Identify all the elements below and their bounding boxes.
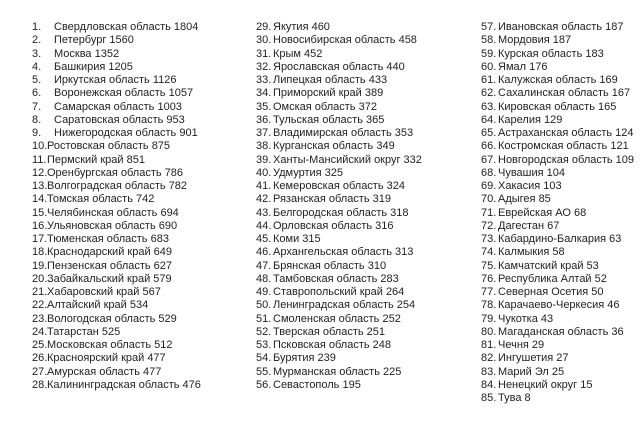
region-label: Псковская область 248 xyxy=(273,339,392,351)
rank-number: 73. xyxy=(481,233,497,245)
list-item xyxy=(256,140,422,153)
region-label: Рязанская область 319 xyxy=(273,193,391,206)
region-label: Севастополь 195 xyxy=(273,378,361,391)
list-item xyxy=(481,379,634,392)
rank-number: 59. xyxy=(481,47,497,60)
region-label: Тамбовская область 283 xyxy=(273,272,399,285)
rank-number: 38. xyxy=(256,140,272,153)
list-item xyxy=(256,167,422,180)
list-item xyxy=(256,220,422,233)
rank-number: 35. xyxy=(256,100,272,113)
rank-number: 19. xyxy=(32,259,48,272)
rank-number: 11. xyxy=(32,153,47,166)
list-item xyxy=(256,74,422,87)
list-item xyxy=(32,220,201,233)
list-item xyxy=(481,74,634,87)
region-label: Хабаровский край 567 xyxy=(47,286,161,298)
region-label: Курская область 183 xyxy=(498,47,604,60)
region-label: Бурятия 239 xyxy=(273,352,336,365)
rank-number: 44. xyxy=(256,219,272,232)
region-label: Московская область 512 xyxy=(47,339,173,351)
region-label: Ставропольский край 264 xyxy=(273,286,405,298)
list-item xyxy=(32,273,201,286)
region-label: Орловская область 316 xyxy=(273,219,394,232)
region-label: Томская область 742 xyxy=(47,193,155,206)
region-label: Чувашия 104 xyxy=(498,166,566,179)
rank-number: 8. xyxy=(32,113,42,126)
region-label: Сахалинская область 167 xyxy=(498,87,631,100)
rank-number: 4. xyxy=(32,60,42,73)
rank-spacer xyxy=(44,87,54,100)
region-label: Астраханская область 124 xyxy=(498,127,634,139)
list-item xyxy=(256,273,422,286)
rank-number: 57. xyxy=(481,21,497,33)
list-item xyxy=(256,379,422,392)
rank-number: 25. xyxy=(32,339,48,351)
rank-number: 75. xyxy=(481,259,497,272)
rank-number: 2. xyxy=(32,34,42,47)
region-label: Омская область 372 xyxy=(273,100,377,113)
list-item xyxy=(256,339,422,352)
rank-number: 72. xyxy=(481,219,497,232)
rank-number: 1. xyxy=(32,21,42,33)
list-item xyxy=(481,339,634,352)
region-label: Брянская область 310 xyxy=(273,259,387,272)
list-item xyxy=(32,326,201,339)
list-item xyxy=(32,154,201,167)
rank-number: 49. xyxy=(256,286,272,298)
rank-number: 30. xyxy=(256,34,272,47)
region-label: Вологодская область 529 xyxy=(47,312,177,325)
region-label: Дагестан 67 xyxy=(498,219,560,232)
rank-number: 69. xyxy=(481,180,497,192)
rank-number: 26. xyxy=(32,352,48,365)
rank-number: 82. xyxy=(481,352,497,365)
region-label: Камчатский край 53 xyxy=(498,259,599,272)
list-item xyxy=(32,180,201,193)
rank-number: 81. xyxy=(481,339,497,351)
list-item xyxy=(481,61,634,74)
rank-number: 48. xyxy=(256,272,272,285)
list-item xyxy=(32,246,201,259)
rank-number: 10. xyxy=(32,140,48,153)
list-item xyxy=(256,101,422,114)
list-item xyxy=(256,21,422,34)
list-item xyxy=(481,392,634,405)
rank-number: 16. xyxy=(32,219,48,232)
region-label: Тверская область 251 xyxy=(273,325,386,338)
rank-spacer xyxy=(44,101,54,114)
rank-number: 24. xyxy=(32,325,48,338)
list-item xyxy=(32,299,201,312)
rank-number: 39. xyxy=(256,153,272,166)
rank-number: 50. xyxy=(256,299,272,312)
list-item xyxy=(32,379,201,392)
region-label: Ивановская область 187 xyxy=(498,21,624,33)
rank-spacer xyxy=(44,74,54,87)
list-item xyxy=(481,207,634,220)
region-label: Кабардино-Балкария 63 xyxy=(498,233,622,245)
list-item xyxy=(481,326,634,339)
rank-spacer xyxy=(44,61,54,74)
list-item xyxy=(256,61,422,74)
rank-number: 40. xyxy=(256,166,272,179)
region-label: Ненецкий округ 15 xyxy=(498,378,593,391)
list-item xyxy=(32,34,201,47)
rank-spacer xyxy=(44,48,54,61)
list-item xyxy=(256,154,422,167)
region-label: Костромская область 121 xyxy=(498,140,629,153)
region-label: Алтайский край 534 xyxy=(47,299,149,312)
region-label: Башкирия 1205 xyxy=(54,60,133,73)
region-label: Магаданская область 36 xyxy=(498,325,624,338)
rank-number: 32. xyxy=(256,60,272,73)
region-label: Челябинская область 694 xyxy=(47,206,179,219)
list-item xyxy=(256,34,422,47)
region-label: Карелия 129 xyxy=(498,113,563,126)
region-label: Ямал 176 xyxy=(498,60,548,73)
list-item xyxy=(481,127,634,140)
rank-number: 31. xyxy=(256,47,272,60)
list-item xyxy=(481,21,634,34)
rank-number: 17. xyxy=(32,233,48,245)
rank-number: 21. xyxy=(32,286,48,298)
rank-number: 68. xyxy=(481,166,497,179)
list-item xyxy=(256,246,422,259)
region-label: Чечня 29 xyxy=(498,339,545,351)
list-item xyxy=(481,352,634,365)
region-label: Новгородская область 109 xyxy=(498,153,635,166)
region-label: Кировская область 165 xyxy=(498,100,617,113)
region-label: Пермский край 851 xyxy=(47,153,145,166)
list-item xyxy=(32,313,201,326)
rank-number: 62. xyxy=(481,87,497,100)
region-label: Ульяновская область 690 xyxy=(47,219,178,232)
region-label: Пензенская область 627 xyxy=(47,259,173,272)
region-label: Марий Эл 25 xyxy=(498,365,565,378)
list-item xyxy=(32,114,201,127)
rank-spacer xyxy=(44,114,54,127)
list-item xyxy=(32,193,201,206)
list-item xyxy=(256,48,422,61)
list-column-1 xyxy=(32,21,201,392)
region-label: Ярославская область 440 xyxy=(273,60,405,73)
region-label: Ханты-Мансийский округ 332 xyxy=(273,153,422,166)
region-label: Калмыкия 58 xyxy=(498,246,565,259)
rank-number: 5. xyxy=(32,74,42,86)
region-label: Калужская область 169 xyxy=(498,74,618,86)
region-label: Кемеровская область 324 xyxy=(273,180,405,192)
list-item xyxy=(481,114,634,127)
rank-number: 66. xyxy=(481,140,497,153)
rank-number: 22. xyxy=(32,299,48,312)
rank-number: 58. xyxy=(481,34,497,47)
list-column-3 xyxy=(481,21,634,405)
rank-number: 42. xyxy=(256,193,272,206)
rank-number: 29. xyxy=(256,21,272,33)
region-label: Коми 315 xyxy=(273,233,321,245)
rank-number: 83. xyxy=(481,365,497,378)
rank-number: 52. xyxy=(256,325,272,338)
list-item xyxy=(32,233,201,246)
list-item xyxy=(481,260,634,273)
rank-number: 63. xyxy=(481,100,497,113)
rank-number: 76. xyxy=(481,272,497,285)
rank-number: 41. xyxy=(256,180,272,192)
list-item xyxy=(256,352,422,365)
region-label: Свердловская область 1804 xyxy=(54,21,199,33)
list-item xyxy=(32,127,201,140)
region-label: Красноярский край 477 xyxy=(47,352,166,365)
region-label: Крым 452 xyxy=(273,47,323,60)
list-item xyxy=(256,299,422,312)
rank-number: 70. xyxy=(481,193,497,206)
region-label: Иркутская область 1126 xyxy=(54,74,177,86)
list-item xyxy=(256,180,422,193)
list-item xyxy=(32,207,201,220)
region-label: Республика Алтай 52 xyxy=(498,272,607,285)
region-label: Самарская область 1003 xyxy=(54,100,182,113)
list-item xyxy=(481,299,634,312)
rank-spacer xyxy=(44,127,54,140)
region-label: Москва 1352 xyxy=(54,47,120,60)
rank-number: 77. xyxy=(481,286,497,298)
region-label: Владимирская область 353 xyxy=(273,127,414,139)
rank-number: 18. xyxy=(32,246,48,259)
rank-number: 34. xyxy=(256,87,272,100)
rank-spacer xyxy=(44,34,54,47)
rank-number: 28. xyxy=(32,378,48,391)
rank-number: 78. xyxy=(481,299,497,312)
list-item xyxy=(256,326,422,339)
rank-number: 84. xyxy=(481,378,497,391)
list-item xyxy=(481,140,634,153)
rank-number: 67. xyxy=(481,153,497,166)
rank-spacer xyxy=(44,21,54,34)
list-item xyxy=(481,34,634,47)
list-item xyxy=(481,167,634,180)
region-label: Ростовская область 875 xyxy=(47,140,171,153)
list-item xyxy=(32,260,201,273)
region-label: Новосибирская область 458 xyxy=(273,34,417,47)
rank-number: 64. xyxy=(481,113,497,126)
rank-number: 37. xyxy=(256,127,272,139)
list-item xyxy=(32,61,201,74)
region-label: Якутия 460 xyxy=(273,21,330,33)
list-item xyxy=(481,313,634,326)
list-item xyxy=(32,352,201,365)
list-item xyxy=(32,366,201,379)
region-label: Курганская область 349 xyxy=(273,140,395,153)
list-item xyxy=(481,154,634,167)
list-item xyxy=(481,87,634,100)
rank-number: 60. xyxy=(481,60,497,73)
list-item xyxy=(256,87,422,100)
region-label: Еврейская АО 68 xyxy=(498,206,587,219)
list-item xyxy=(256,127,422,140)
list-item xyxy=(481,220,634,233)
region-label: Адыгея 85 xyxy=(498,193,551,206)
rank-number: 61. xyxy=(481,74,497,86)
region-label: Удмуртия 325 xyxy=(273,166,344,179)
rank-number: 3. xyxy=(32,47,42,60)
list-item xyxy=(256,207,422,220)
list-item xyxy=(32,87,201,100)
list-item xyxy=(32,21,201,34)
list-item xyxy=(256,193,422,206)
list-item xyxy=(256,313,422,326)
region-label: Ленинградская область 254 xyxy=(273,299,416,312)
region-label: Смоленская область 252 xyxy=(273,312,401,325)
rank-number: 9. xyxy=(32,127,42,139)
list-item xyxy=(256,233,422,246)
region-label: Калининградская область 476 xyxy=(47,378,201,391)
region-label: Тува 8 xyxy=(498,392,531,404)
rank-number: 15. xyxy=(32,206,48,219)
rank-number: 7. xyxy=(32,100,42,113)
region-label: Хакасия 103 xyxy=(498,180,562,192)
region-label: Воронежская область 1057 xyxy=(54,87,194,100)
region-label: Оренбургская область 786 xyxy=(47,166,184,179)
rank-number: 46. xyxy=(256,246,272,259)
region-label: Приморский край 389 xyxy=(273,87,384,100)
rank-number: 13. xyxy=(32,180,48,192)
region-label: Нижегородская область 901 xyxy=(54,127,198,139)
list-column-2 xyxy=(256,21,422,392)
region-label: Архангельская область 313 xyxy=(273,246,414,259)
list-item xyxy=(32,286,201,299)
list-item xyxy=(481,193,634,206)
rank-number: 74. xyxy=(481,246,497,259)
rank-number: 47. xyxy=(256,259,272,272)
rank-number: 36. xyxy=(256,113,272,126)
list-item xyxy=(32,339,201,352)
region-label: Тульская область 365 xyxy=(273,113,385,126)
rank-number: 14. xyxy=(32,193,48,206)
region-label: Мурманская область 225 xyxy=(273,365,402,378)
list-item xyxy=(481,286,634,299)
region-label: Мордовия 187 xyxy=(498,34,572,47)
rank-number: 6. xyxy=(32,87,42,100)
list-item xyxy=(481,180,634,193)
list-item xyxy=(32,101,201,114)
region-label: Белгородская область 318 xyxy=(273,206,409,219)
list-item xyxy=(481,101,634,114)
region-label: Волгоградская область 782 xyxy=(47,180,188,192)
rank-number: 71. xyxy=(481,206,497,219)
region-label: Липецкая область 433 xyxy=(273,74,388,86)
list-item xyxy=(256,286,422,299)
list-item xyxy=(32,167,201,180)
rank-number: 45. xyxy=(256,233,272,245)
rank-number: 55. xyxy=(256,365,272,378)
rank-number: 33. xyxy=(256,74,272,86)
rank-number: 23. xyxy=(32,312,48,325)
list-item xyxy=(256,114,422,127)
rank-number: 79. xyxy=(481,312,497,325)
list-item xyxy=(481,366,634,379)
list-item xyxy=(481,48,634,61)
region-label: Чукотка 43 xyxy=(498,312,554,325)
rank-number: 20. xyxy=(32,272,48,285)
list-item xyxy=(481,273,634,286)
rank-number: 51. xyxy=(256,312,272,325)
region-label: Краснодарский край 649 xyxy=(47,246,173,259)
region-label: Ингушетия 27 xyxy=(498,352,569,365)
list-item xyxy=(481,233,634,246)
list-item xyxy=(32,48,201,61)
rank-number: 65. xyxy=(481,127,497,139)
rank-number: 54. xyxy=(256,352,272,365)
list-item xyxy=(256,366,422,379)
region-label: Амурская область 477 xyxy=(47,365,162,378)
rank-number: 53. xyxy=(256,339,272,351)
list-item xyxy=(32,140,201,153)
region-label: Татарстан 525 xyxy=(47,325,121,338)
region-label: Саратовская область 953 xyxy=(54,113,185,126)
region-label: Карачаево-Черкесия 46 xyxy=(498,299,620,312)
list-item xyxy=(256,260,422,273)
region-label: Северная Осетия 50 xyxy=(498,286,604,298)
list-item xyxy=(481,246,634,259)
rank-number: 85. xyxy=(481,392,497,404)
rank-number: 80. xyxy=(481,325,497,338)
region-label: Тюменская область 683 xyxy=(47,233,169,245)
region-label: Забайкальский край 579 xyxy=(47,272,172,285)
region-label: Петербург 1560 xyxy=(54,34,134,47)
rank-number: 56. xyxy=(256,378,272,391)
list-item xyxy=(32,74,201,87)
rank-number: 27. xyxy=(32,365,48,378)
rank-number: 43. xyxy=(256,206,272,219)
rank-number: 12. xyxy=(32,166,48,179)
